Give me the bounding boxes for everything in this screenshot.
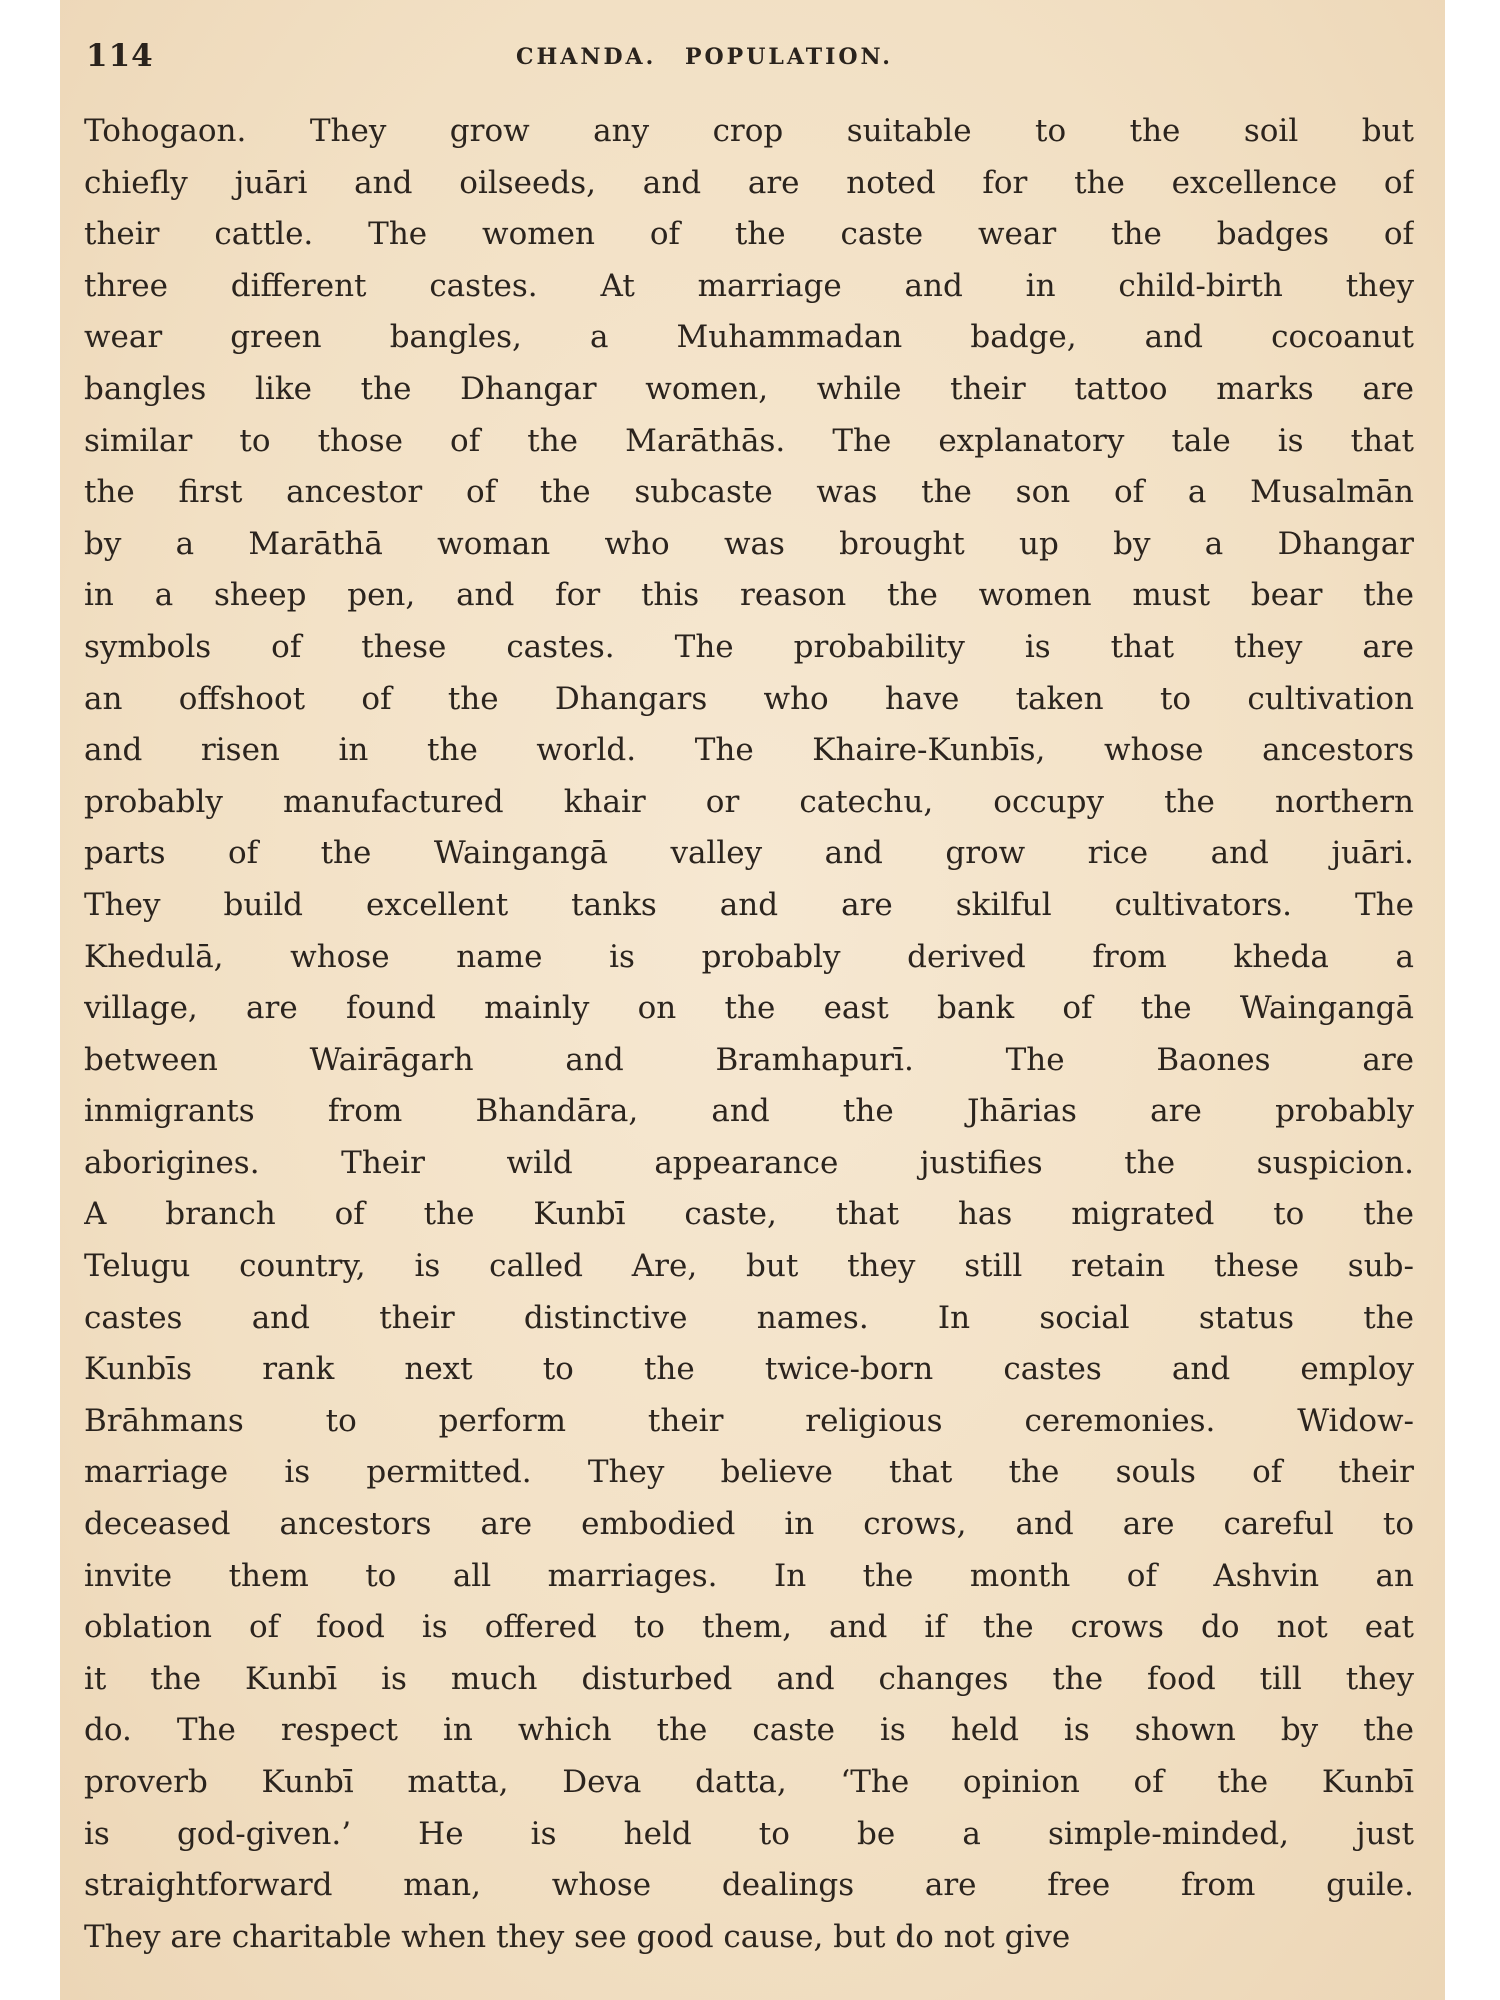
text-line: proverb Kunbī matta, Deva datta, ‘The opinion of the Kunbī [84,1764,1414,1800]
text-line: an offshoot of the Dhangars who have taken to cultivation [84,680,1414,717]
text-line: A branch of the Kunbī caste, that has migrated to the [84,1196,1414,1233]
text-line: in a sheep pen, and for this reason the women must bear the [84,577,1414,614]
text-line: Kunbīs rank next to the twice-born castes and employ [84,1351,1414,1388]
text-line: do. The respect in which the caste is held is shown by the [84,1712,1414,1749]
text-line: deceased ancestors are embodied in crows, and are careful to [84,1506,1414,1543]
text-line: oblation of food is offered to them, and if the crows do not eat [84,1609,1414,1646]
text-line: village, are found mainly on the east bank of the Waingangā [84,990,1414,1027]
text-line: They build excellent tanks and are skilful cultivators. The [84,886,1414,923]
text-line: the first ancestor of the subcaste was the son of a Musalmān [84,474,1414,511]
text-line: castes and their distinctive names. In social status the [84,1299,1414,1336]
text-line: Telugu country, is called Are, but they still retain these sub- [84,1248,1414,1285]
text-line: and risen in the world. The Khaire-Kunbīs, whose ancestors [84,732,1414,769]
text-line: They are charitable when they see good cause, but do not give [84,1918,1071,1955]
text-line: parts of the Waingangā valley and grow rice and juāri. [84,835,1414,872]
text-line: Tohogaon. They grow any crop suitable to the soil but [84,113,1414,149]
running-title: CHANDA. POPULATION. [516,44,893,70]
text-line: between Wairāgarh and Bramhapurī. The Baones are [84,1041,1414,1078]
text-line: is god-given.’ He is held to be a simple-minded, just [84,1815,1414,1852]
text-line: by a Marāthā woman who was brought up by a Dhangar [84,525,1414,562]
text-line: marriage is permitted. They believe that the souls of their [84,1454,1414,1491]
text-line: wear green bangles, a Muhammadan badge, and cocoanut [84,319,1414,356]
book-page [60,0,1445,2000]
text-line: three different castes. At marriage and in child-birth they [84,267,1414,304]
text-line: symbols of these castes. The probability is that they are [84,628,1414,665]
text-line: it the Kunbī is much disturbed and changes the food till they [84,1660,1414,1697]
page-number: 114 [86,38,154,74]
running-head [86,38,1406,78]
text-line: straightforward man, whose dealings are free from guile. [84,1867,1414,1904]
body-text [84,106,1414,1963]
text-line: their cattle. The women of the caste wear the badges of [84,216,1414,253]
text-line: invite them to all marriages. In the month of Ashvin an [84,1557,1414,1594]
text-line: Khedulā, whose name is probably derived from kheda a [84,938,1414,975]
text-line: similar to those of the Marāthās. The explanatory tale is that [84,422,1414,459]
text-line: bangles like the Dhangar women, while their tattoo marks are [84,370,1414,407]
text-line: probably manufactured khair or catechu, occupy the northern [84,783,1414,820]
text-line: chiefly juāri and oilseeds, and are noted for the excellence of [84,164,1414,201]
text-line: aborigines. Their wild appearance justifies the suspicion. [84,1144,1414,1181]
text-line: Brāhmans to perform their religious ceremonies. Widow- [84,1402,1414,1439]
text-line: inmigrants from Bhandāra, and the Jhārias are probably [84,1093,1414,1130]
